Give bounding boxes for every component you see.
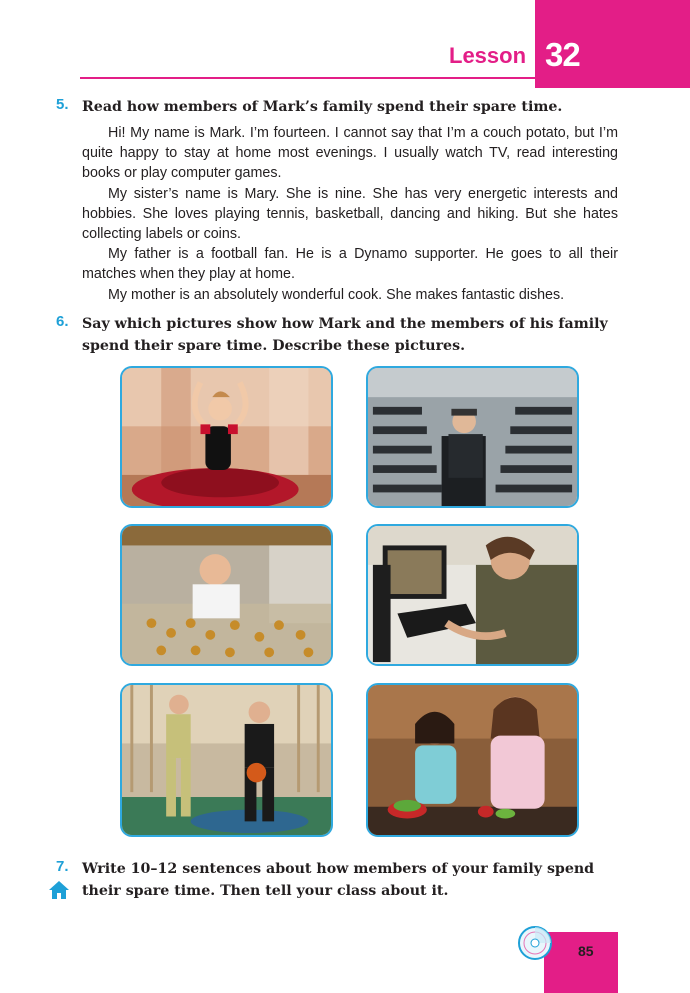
reading-text (82, 123, 618, 305)
photo-cooking (366, 683, 579, 837)
photo-coin-collection (120, 524, 333, 666)
paragraph-mark: Hi! My name is Mark. I’m fourteen. I cannot say that I’m a couch potato, but I’m quite happy to stay at home most evenings. I usually watch TV, read interesting books or play computer games. (82, 125, 618, 182)
task-6-number: 6. (56, 313, 69, 330)
task-5-title: Read how members of Mark’s family spend their spare time. (82, 99, 563, 115)
task-6 (56, 313, 620, 357)
page-number: 85 (578, 943, 594, 959)
page-number-block (544, 932, 618, 993)
cd-icon (517, 925, 553, 961)
task-7 (56, 858, 620, 902)
photo-computer-games (366, 524, 579, 666)
paragraph-mary: My sister’s name is Mary. She is nine. She has very energetic interests and hobbies. She loves playing tennis, basketball, dancing and hiking. But she hates collecting labels or coins. (82, 185, 618, 243)
paragraph-father: My father is a football fan. He is a Dynamo supporter. He goes to all their matches when they play at home. (82, 246, 618, 283)
task-5-number: 5. (56, 96, 69, 113)
photo-ballet-dancer (120, 366, 333, 508)
lesson-label: Lesson (449, 43, 527, 68)
header-rule (80, 77, 535, 79)
task-6-title: Say which pictures show how Mark and the members of his family spend their spare time. Describe these pictures. (82, 316, 608, 354)
home-icon (48, 880, 70, 900)
task-7-number: 7. (56, 858, 69, 875)
photo-stadium-fan (366, 366, 579, 508)
task-7-title: Write 10–12 sentences about how members of your family spend their spare time. Then tell your class about it. (82, 861, 595, 899)
photo-basketball (120, 683, 333, 837)
paragraph-mother: My mother is an absolutely wonderful cook. She makes fantastic dishes. (108, 286, 565, 303)
lesson-number: 32 (545, 36, 580, 73)
task-5 (56, 96, 620, 118)
